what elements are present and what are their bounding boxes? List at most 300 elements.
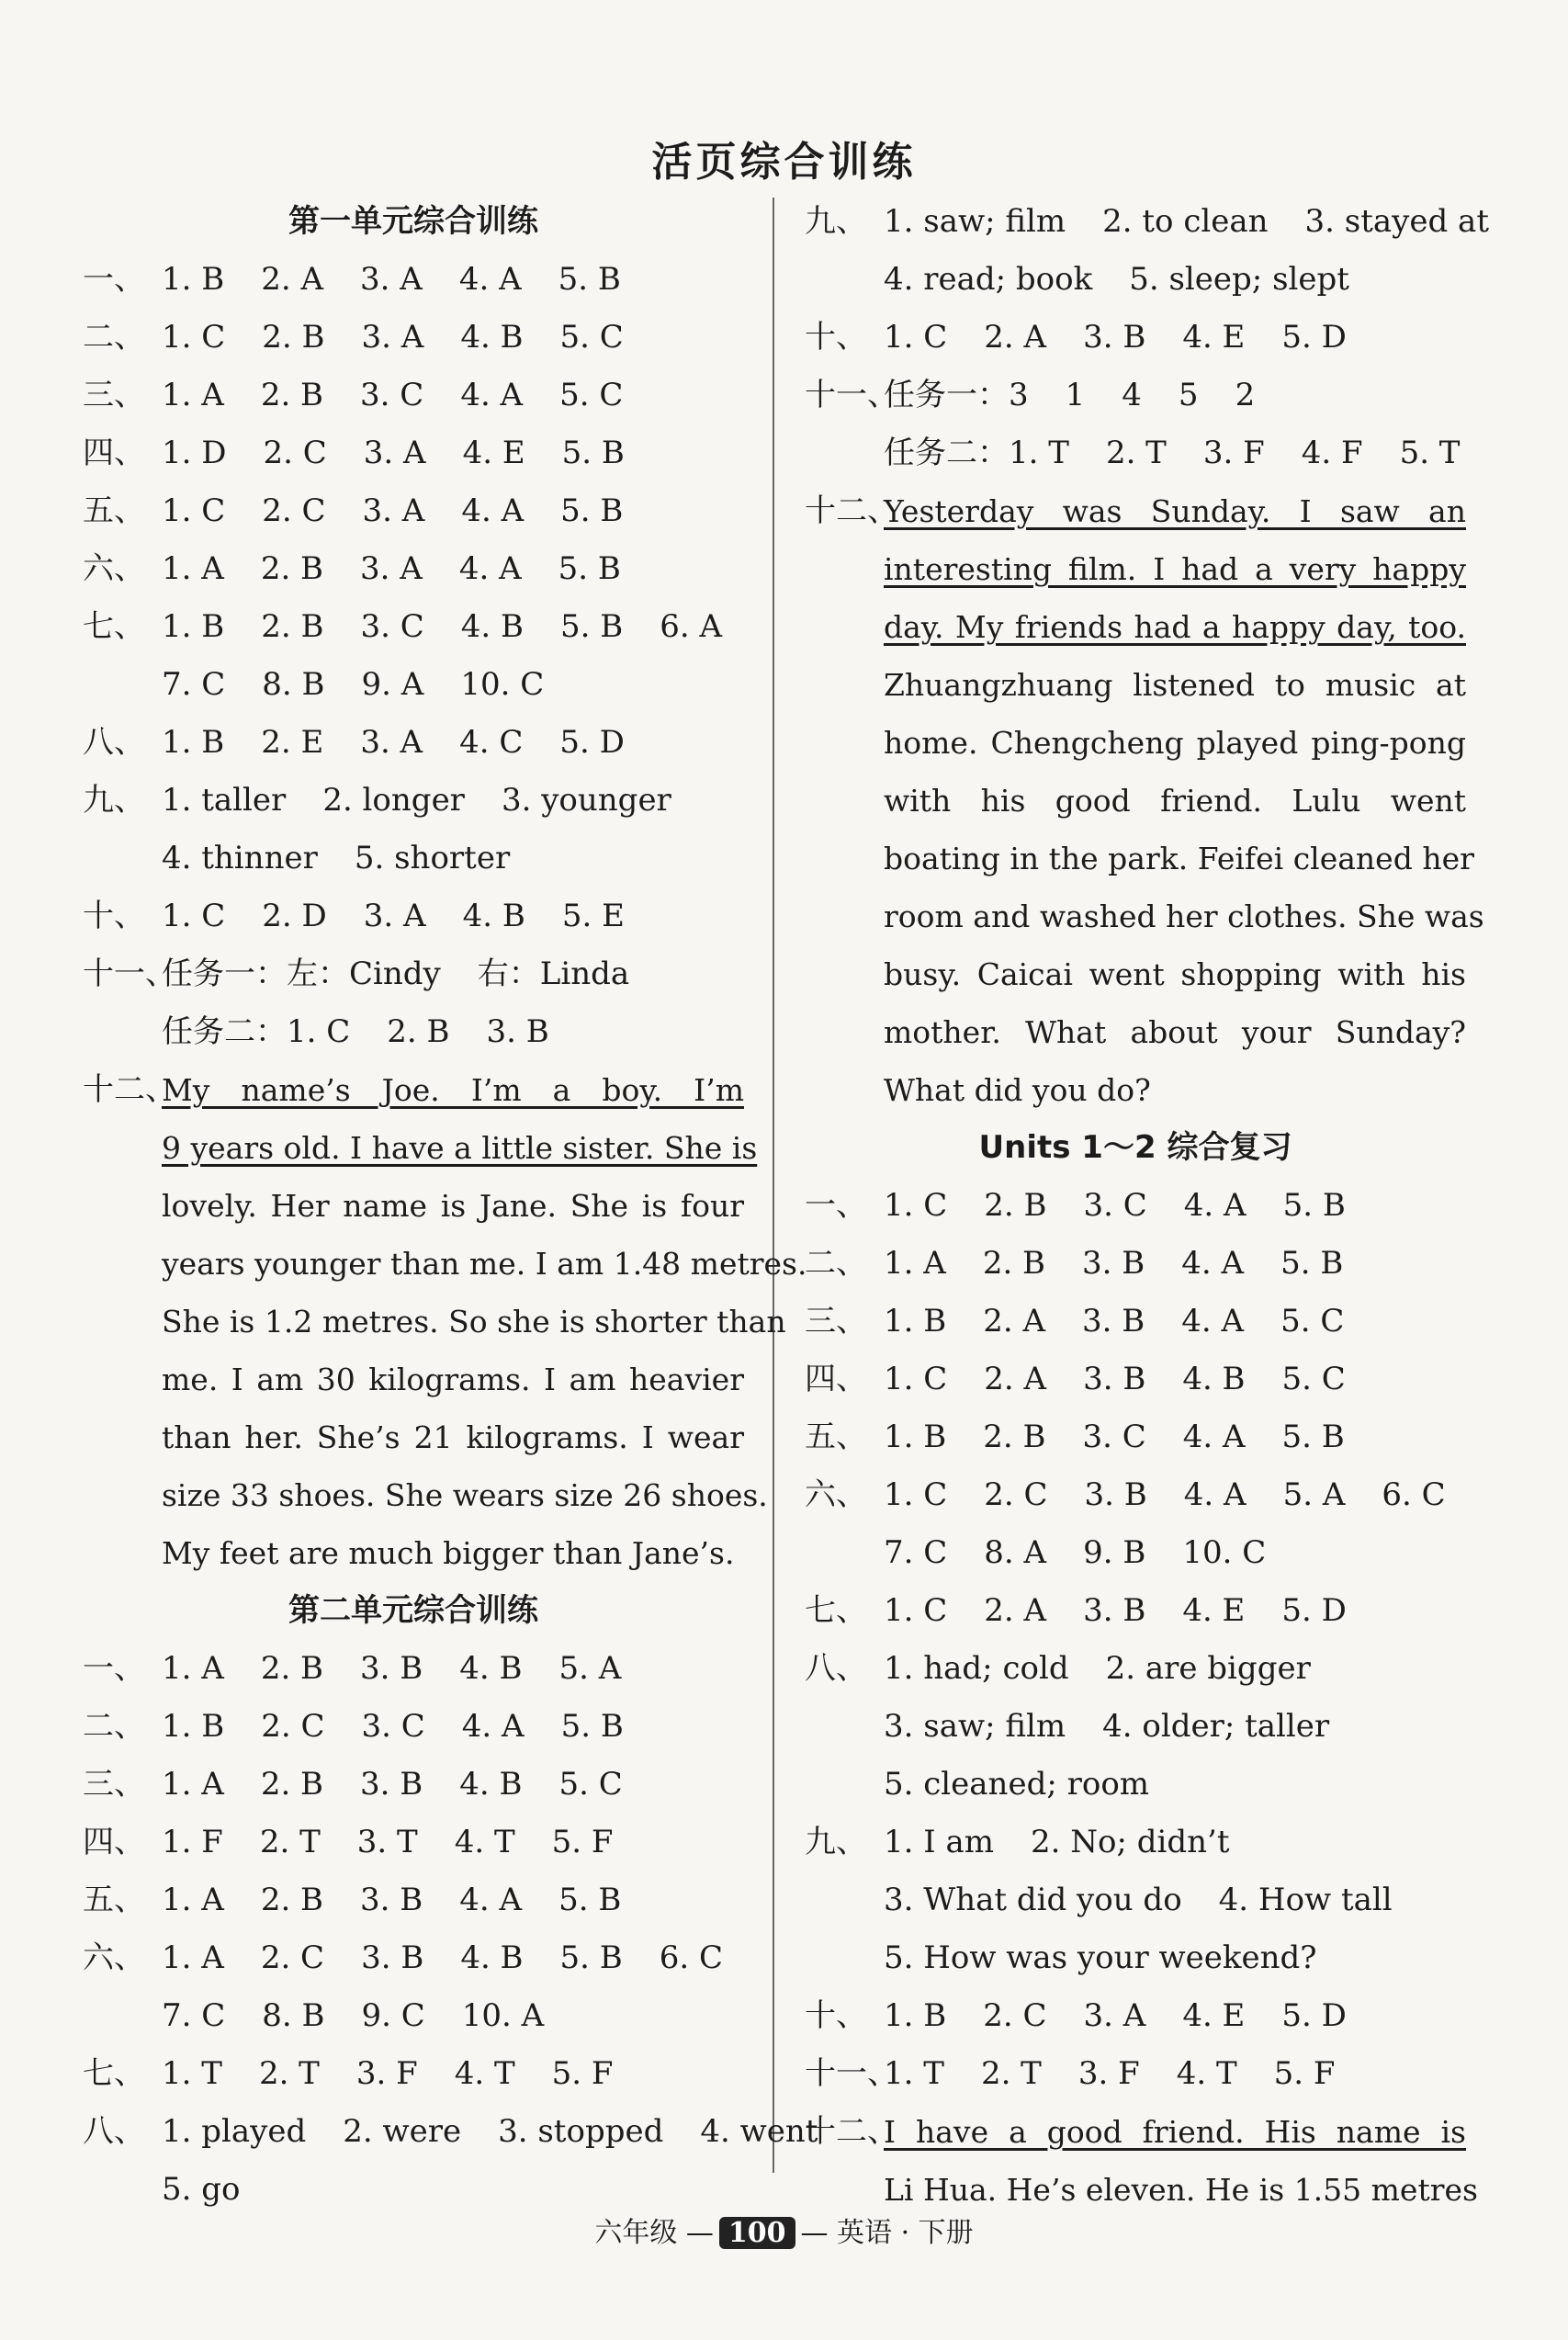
answer-item: 2. B — [387, 1013, 450, 1050]
answer-item: 2. to clean — [1102, 203, 1269, 240]
page-footer: 六年级 — 100 — 英语 · 下册 — [594, 2217, 974, 2249]
answer-item: 2. B — [260, 1766, 324, 1803]
answer-item: 8. B — [262, 1997, 325, 2034]
review-heading: Units 1～2 综合复习 — [978, 1129, 1292, 1166]
answer-item: 1. C — [884, 1187, 948, 1224]
answer-item: 6. C — [659, 1939, 724, 1976]
essay1-number: 十二、 — [83, 1071, 176, 1108]
answer-item: 4. T — [454, 1824, 515, 1860]
answer-item: 4. thinner — [162, 840, 318, 876]
essay-line: mother. What about your Sunday? — [884, 1014, 1466, 1050]
question-number: 五、 — [805, 1419, 867, 1455]
answer-item: 5. B — [558, 550, 621, 587]
answer-item: 4. B — [459, 1650, 523, 1687]
question-number: 三、 — [83, 377, 145, 413]
answer-item: 4. older; taller — [1102, 1708, 1330, 1745]
essay-line: room and washed her clothes. She was — [884, 899, 1484, 934]
answer-item: 2. T — [1105, 435, 1167, 471]
unit2-row — [83, 1871, 744, 1929]
unit2-row — [83, 1814, 744, 1871]
review-row — [805, 1351, 1466, 1408]
answer-item: 3. B — [486, 1013, 549, 1050]
answer-item: 3. saw; film — [884, 1708, 1066, 1745]
unit1-row — [83, 540, 744, 598]
answer-item: 5. B — [560, 1708, 624, 1745]
essay-line: 9 years old. I have a little sister. She is — [162, 1130, 758, 1166]
page-number: 100 — [719, 2217, 795, 2249]
answer-item: 2. T — [259, 1824, 321, 1860]
question-number: 八、 — [805, 1650, 867, 1687]
answer-item: 3. B — [360, 1882, 423, 1918]
answer-item: 4. read; book — [884, 261, 1093, 298]
answer-item: 1. A — [162, 1650, 224, 1687]
answer-item: 5. F — [1273, 2055, 1336, 2092]
answer-item: 4. B — [460, 608, 524, 645]
answer-item: 3. A — [1083, 1997, 1146, 2034]
essay-line: home. Chengcheng played ping-pong — [884, 725, 1466, 761]
answer-item: 2. A — [261, 261, 324, 298]
essay-line: Zhuangzhuang listened to music at — [884, 667, 1466, 703]
answer-item: 1. C — [162, 319, 226, 356]
answer-item: 1. T — [162, 2055, 222, 2092]
unit1-row — [83, 367, 744, 424]
unit1-row — [83, 830, 744, 887]
answer-item: 5. D — [1281, 319, 1347, 356]
question-number: 十、 — [83, 898, 145, 934]
essay-line: me. I am 30 kilograms. I am heavier — [162, 1362, 744, 1397]
answer-item: 1 — [1065, 377, 1086, 413]
answer-item: 4. E — [1182, 319, 1246, 356]
answer-item: 3. C — [1082, 1419, 1146, 1455]
unit1-row — [83, 772, 744, 830]
answer-item: 1. had; cold — [884, 1650, 1069, 1687]
essay-line: with his good friend. Lulu went — [884, 783, 1466, 819]
review-row — [805, 2045, 1466, 2103]
question-number: 一、 — [83, 261, 145, 298]
answer-item: 3. B — [1082, 1303, 1145, 1340]
review-row — [805, 1235, 1466, 1293]
answer-item: 2. B — [260, 550, 324, 587]
unit1-row — [83, 251, 744, 309]
answer-item: 2. A — [984, 1592, 1047, 1629]
answer-item: 1. saw; film — [884, 203, 1066, 240]
answer-item: 3. C — [360, 377, 424, 413]
answer-item: 3. F — [1202, 435, 1265, 471]
answer-item: 10. A — [461, 1997, 545, 2034]
answer-item: 5. C — [559, 377, 624, 413]
unit2-row — [83, 1698, 744, 1756]
answer-item: 6. A — [660, 608, 723, 645]
answer-item: 3. B — [360, 1766, 423, 1803]
answer-item: 1. C — [884, 319, 948, 356]
answer-item: 4. A — [459, 1882, 523, 1918]
answer-item: 1. C — [884, 1592, 948, 1629]
question-number: 五、 — [83, 492, 145, 529]
answer-item: 1. taller — [162, 782, 287, 819]
answer-item: 任务二：1. C — [162, 1013, 351, 1050]
answer-item: 1. A — [162, 377, 224, 413]
answer-item: 4. B — [460, 1939, 524, 1976]
essay-line: She is 1.2 metres. So she is shorter than — [162, 1304, 786, 1340]
essay2-first-line — [884, 482, 1466, 540]
answer-item: 3. A — [360, 261, 423, 298]
answer-item: 4. A — [458, 261, 522, 298]
answer-item: 4. B — [1182, 1361, 1246, 1397]
question-number: 二、 — [805, 1245, 867, 1282]
answer-item: 9. A — [361, 666, 424, 703]
essay-line: Yesterday was Sunday. I saw an — [884, 493, 1466, 529]
answer-item: 2. C — [261, 1708, 325, 1745]
essay1-first-line — [162, 1061, 744, 1119]
answer-item: 4. E — [1182, 1997, 1246, 2034]
essay2-number-row — [805, 482, 1466, 540]
answer-item: 4. A — [1181, 1303, 1245, 1340]
answer-item: 2. B — [984, 1187, 1047, 1224]
answer-item: 3. C — [1083, 1187, 1147, 1224]
question-number: 二、 — [83, 1708, 145, 1745]
answer-item: 4. A — [458, 550, 522, 587]
answer-item: 2. C — [263, 435, 327, 471]
answer-item: 3. B — [1083, 1361, 1146, 1397]
unit2-row — [83, 1987, 744, 2045]
answer-item: 1. A — [162, 1882, 224, 1918]
answer-item: 4. C — [459, 724, 524, 761]
answer-item: 2. T — [980, 2055, 1042, 2092]
essay3-first-line — [884, 2103, 1466, 2161]
answer-item: 2. D — [262, 898, 327, 934]
unit1-row — [83, 945, 744, 1003]
answer-item: 4. B — [459, 1766, 523, 1803]
answer-item: 3. What did you do — [884, 1882, 1182, 1918]
answer-item: 4. E — [462, 435, 525, 471]
answer-item: 5. B — [559, 1939, 623, 1976]
unit2-cont-row — [805, 193, 1489, 251]
answer-item: 3. B — [1083, 319, 1146, 356]
question-number: 一、 — [83, 1650, 145, 1687]
question-number: 十一、 — [805, 2055, 898, 2092]
answer-item: 1. C — [884, 1476, 948, 1513]
review-row — [805, 1929, 1466, 1987]
answer-item: 9. C — [361, 1997, 425, 2034]
answer-item: 10. C — [1182, 1534, 1267, 1571]
answer-item: 2. B — [260, 1650, 324, 1687]
page-title: 活页综合训练 — [651, 139, 917, 186]
unit2-row — [83, 1756, 744, 1814]
answer-item: 5. B — [559, 608, 624, 645]
unit1-row — [83, 714, 744, 772]
unit1-heading: 第一单元综合训练 — [288, 203, 538, 240]
answer-item: 5. C — [1280, 1303, 1345, 1340]
answer-item: 5. B — [558, 261, 621, 298]
answer-item: 2. B — [262, 319, 325, 356]
answer-item: 2. B — [261, 608, 324, 645]
unit2-answers — [83, 1640, 818, 2219]
answer-item: 4. T — [1176, 2055, 1237, 2092]
answer-item: 2. T — [258, 2055, 320, 2092]
answer-item: 3. stopped — [498, 2113, 664, 2150]
unit2-row — [83, 2045, 744, 2103]
answer-item: 任务一：3 — [884, 377, 1029, 413]
answer-item: 7. C — [162, 1997, 226, 2034]
answer-item: 4. B — [462, 898, 525, 934]
answer-item: 1. B — [884, 1303, 947, 1340]
review-row — [805, 1582, 1466, 1640]
essay-line: size 33 shoes. She wears size 26 shoes. — [162, 1477, 768, 1513]
answer-item: 4. T — [454, 2055, 515, 2092]
answer-item: 2. B — [260, 1882, 324, 1918]
answer-item: 2. A — [983, 1303, 1046, 1340]
answer-item: 5. A — [558, 1650, 622, 1687]
essay-line: My feet are much bigger than Jane’s. — [162, 1535, 735, 1571]
answer-item: 4. E — [1182, 1592, 1246, 1629]
unit1-row — [83, 309, 744, 367]
answer-item: 5. cleaned; room — [884, 1766, 1150, 1803]
unit2-row — [83, 1929, 744, 1987]
answer-item: 1. A — [884, 1245, 946, 1282]
answer-item: 1. T — [884, 2055, 944, 2092]
answer-item: 1. D — [162, 435, 227, 471]
question-number: 十、 — [805, 1997, 867, 2034]
review-row — [805, 1987, 1466, 2045]
essay3-number: 十二、 — [805, 2113, 898, 2150]
answer-item: 5. B — [1282, 1187, 1346, 1224]
unit2-heading: 第二单元综合训练 — [288, 1592, 538, 1629]
question-number: 四、 — [83, 435, 145, 471]
answer-item: 5. A — [1282, 1476, 1346, 1513]
answer-item: 2 — [1235, 377, 1256, 413]
answer-item: 5. B — [1280, 1245, 1344, 1282]
answer-item: 2. C — [984, 1476, 1048, 1513]
answer-item: 3. A — [363, 435, 426, 471]
essay-line: lovely. Her name is Jane. She is four — [162, 1188, 744, 1224]
answer-item: 2. A — [984, 319, 1047, 356]
answer-item: 5. How was your weekend? — [884, 1939, 1317, 1976]
question-number: 二、 — [83, 319, 145, 356]
answer-item: 1. played — [162, 2113, 307, 2150]
answer-item: 4. A — [1182, 1419, 1246, 1455]
essay2-number: 十二、 — [805, 492, 898, 529]
answer-item: 3. B — [361, 1939, 424, 1976]
answer-item: 3. younger — [501, 782, 671, 819]
answer-item: 5. F — [551, 2055, 614, 2092]
essay-line: years younger than me. I am 1.48 metres. — [162, 1246, 807, 1282]
answer-item: 4. How tall — [1218, 1882, 1393, 1918]
answer-item: 5. go — [162, 2171, 241, 2208]
question-number: 一、 — [805, 1187, 867, 1224]
answer-item: 任务二：1. T — [884, 435, 1069, 471]
answer-item: 1. B — [884, 1419, 947, 1455]
answer-item: 5. sleep; slept — [1129, 261, 1349, 298]
answer-item: 4. A — [461, 492, 525, 529]
left-column — [83, 193, 818, 2219]
answer-item: 2. B — [260, 377, 324, 413]
answer-item: 5. F — [551, 1824, 614, 1860]
answer-item: 1. A — [162, 1766, 224, 1803]
unit2-row — [83, 1640, 744, 1698]
answer-item: 3. F — [1077, 2055, 1140, 2092]
answer-item: 1. C — [162, 492, 226, 529]
answer-item: 1. A — [162, 550, 224, 587]
answer-item: 5. B — [560, 492, 624, 529]
review-row — [805, 1466, 1466, 1524]
answer-item: 5. B — [558, 1882, 622, 1918]
footer-grade: 六年级 — [594, 2217, 678, 2249]
answer-item: 2. B — [983, 1419, 1046, 1455]
question-number: 九、 — [83, 782, 145, 819]
essay3-number-row — [805, 2103, 1466, 2161]
essay-line: than her. She’s 21 kilograms. I wear — [162, 1419, 744, 1455]
answer-item: 1. B — [162, 261, 225, 298]
essay1 — [83, 1119, 807, 1582]
answer-item: 2. B — [982, 1245, 1046, 1282]
question-number: 六、 — [83, 1939, 145, 1976]
answer-item: 3. C — [360, 608, 424, 645]
unit1-row — [83, 482, 744, 540]
unit1-answers — [83, 251, 744, 1061]
question-number: 六、 — [83, 550, 145, 587]
unit2-row — [83, 2103, 818, 2161]
answer-item: 1. B — [884, 1997, 947, 2034]
question-number: 十一、 — [83, 955, 176, 992]
answer-item: 9. B — [1083, 1534, 1146, 1571]
essay1-number-row — [83, 1061, 744, 1119]
answer-item: 1. B — [162, 608, 225, 645]
essay-line: interesting film. I had a very happy — [884, 551, 1466, 587]
right-column — [805, 193, 1489, 2219]
unit2-cont-row — [805, 309, 1466, 367]
answer-item: 3. A — [363, 898, 426, 934]
answer-item: 2. No; didn’t — [1031, 1824, 1230, 1860]
answer-item: 3. A — [362, 492, 425, 529]
review-answers — [805, 1177, 1466, 2103]
answer-item: 2. C — [260, 1939, 325, 1976]
review-row — [805, 1756, 1466, 1814]
review-row — [805, 1814, 1466, 1871]
answer-item: 右：Linda — [477, 955, 630, 992]
answer-item: 5. B — [561, 435, 625, 471]
answer-item: 1. B — [162, 724, 225, 761]
answer-item: 6. C — [1382, 1476, 1446, 1513]
answer-item: 8. B — [262, 666, 325, 703]
unit2-cont-row — [805, 367, 1466, 424]
unit2-cont-row — [805, 251, 1466, 309]
unit1-row — [83, 887, 744, 945]
essay-line: day. My friends had a happy day, too. — [884, 609, 1466, 645]
answer-item: 3. B — [1082, 1245, 1145, 1282]
answer-item: 3. T — [356, 1824, 418, 1860]
answer-item: 5. T — [1399, 435, 1461, 471]
question-number: 六、 — [805, 1476, 867, 1513]
answer-item: 3. A — [360, 550, 423, 587]
answer-item: 3. A — [361, 319, 424, 356]
unit2-cont-row — [805, 424, 1466, 482]
essay-line: My name’s Joe. I’m a boy. I’m — [162, 1072, 744, 1108]
answer-item: 5. D — [1281, 1592, 1347, 1629]
essay-line: busy. Caicai went shopping with his — [884, 956, 1466, 992]
question-number: 七、 — [805, 1592, 867, 1629]
answer-item: 2. C — [262, 492, 326, 529]
answer-item: 3. B — [1084, 1476, 1147, 1513]
answer-item: 7. C — [162, 666, 226, 703]
unit1-row — [83, 598, 744, 656]
question-number: 八、 — [83, 724, 145, 761]
answer-item: 2. C — [983, 1997, 1047, 2034]
unit1-row — [83, 424, 744, 482]
review-row — [805, 1640, 1466, 1698]
question-number: 八、 — [83, 2113, 145, 2150]
answer-item: 4 — [1122, 377, 1142, 413]
answer-item: 1. I am — [884, 1824, 994, 1860]
answer-item: 2. longer — [322, 782, 465, 819]
answer-item: 5. C — [1281, 1361, 1346, 1397]
answer-item: 5. B — [1281, 1419, 1345, 1455]
question-number: 四、 — [805, 1361, 867, 1397]
answer-item: 4. A — [1183, 1187, 1247, 1224]
unit1-row — [83, 1003, 744, 1061]
review-row — [805, 1408, 1466, 1466]
essay-line: Li Hua. He’s eleven. He is 1.55 metres — [884, 2172, 1478, 2208]
review-row — [805, 1698, 1466, 1756]
answer-item: 5 — [1178, 377, 1199, 413]
question-number: 五、 — [83, 1882, 145, 1918]
question-number: 四、 — [83, 1824, 145, 1860]
question-number: 十、 — [805, 319, 867, 356]
answer-item: 1. C — [884, 1361, 948, 1397]
answer-item: 4. A — [1183, 1476, 1247, 1513]
essay2 — [805, 540, 1484, 1119]
answer-item: 8. A — [984, 1534, 1047, 1571]
answer-item: 3. C — [361, 1708, 425, 1745]
answer-item: 3. B — [1083, 1592, 1146, 1629]
answer-item: 1. F — [162, 1824, 223, 1860]
answer-item: 4. went — [700, 2113, 818, 2150]
answer-item: 5. D — [1281, 1997, 1347, 2034]
answer-item: 3. A — [360, 724, 423, 761]
essay-line: I have a good friend. His name is — [884, 2114, 1466, 2150]
answer-item: 5. C — [558, 1766, 623, 1803]
answer-item: 4. B — [460, 319, 524, 356]
question-number: 十一、 — [805, 377, 898, 413]
answer-item: 4. F — [1301, 435, 1363, 471]
answer-item: 1. B — [162, 1708, 225, 1745]
question-number: 九、 — [805, 1824, 867, 1860]
answer-item: 2. E — [261, 724, 324, 761]
unit1-row — [83, 656, 744, 714]
question-number: 七、 — [83, 608, 145, 645]
answer-item: 3. F — [355, 2055, 418, 2092]
answer-item: 7. C — [884, 1534, 948, 1571]
answer-item: 2. A — [984, 1361, 1047, 1397]
answer-item: 1. C — [162, 898, 226, 934]
question-number: 九、 — [805, 203, 867, 240]
question-number: 三、 — [83, 1766, 145, 1803]
answer-item: 5. E — [561, 898, 625, 934]
answer-item: 10. C — [460, 666, 545, 703]
essay-line: boating in the park. Feifei cleaned her — [884, 841, 1474, 876]
answer-item: 2. are bigger — [1105, 1650, 1311, 1687]
column-divider — [773, 198, 774, 2173]
answer-item: 3. B — [360, 1650, 423, 1687]
answer-item: 1. A — [162, 1939, 224, 1976]
footer-subject: 英语 · 下册 — [837, 2217, 974, 2249]
unit2-answers-continued — [805, 193, 1489, 482]
question-number: 七、 — [83, 2055, 145, 2092]
answer-item: 5. shorter — [354, 840, 511, 876]
answer-item: 4. A — [461, 1708, 525, 1745]
question-number: 三、 — [805, 1303, 867, 1340]
review-row — [805, 1524, 1466, 1582]
answer-item: 任务一：左：Cindy — [162, 955, 441, 992]
